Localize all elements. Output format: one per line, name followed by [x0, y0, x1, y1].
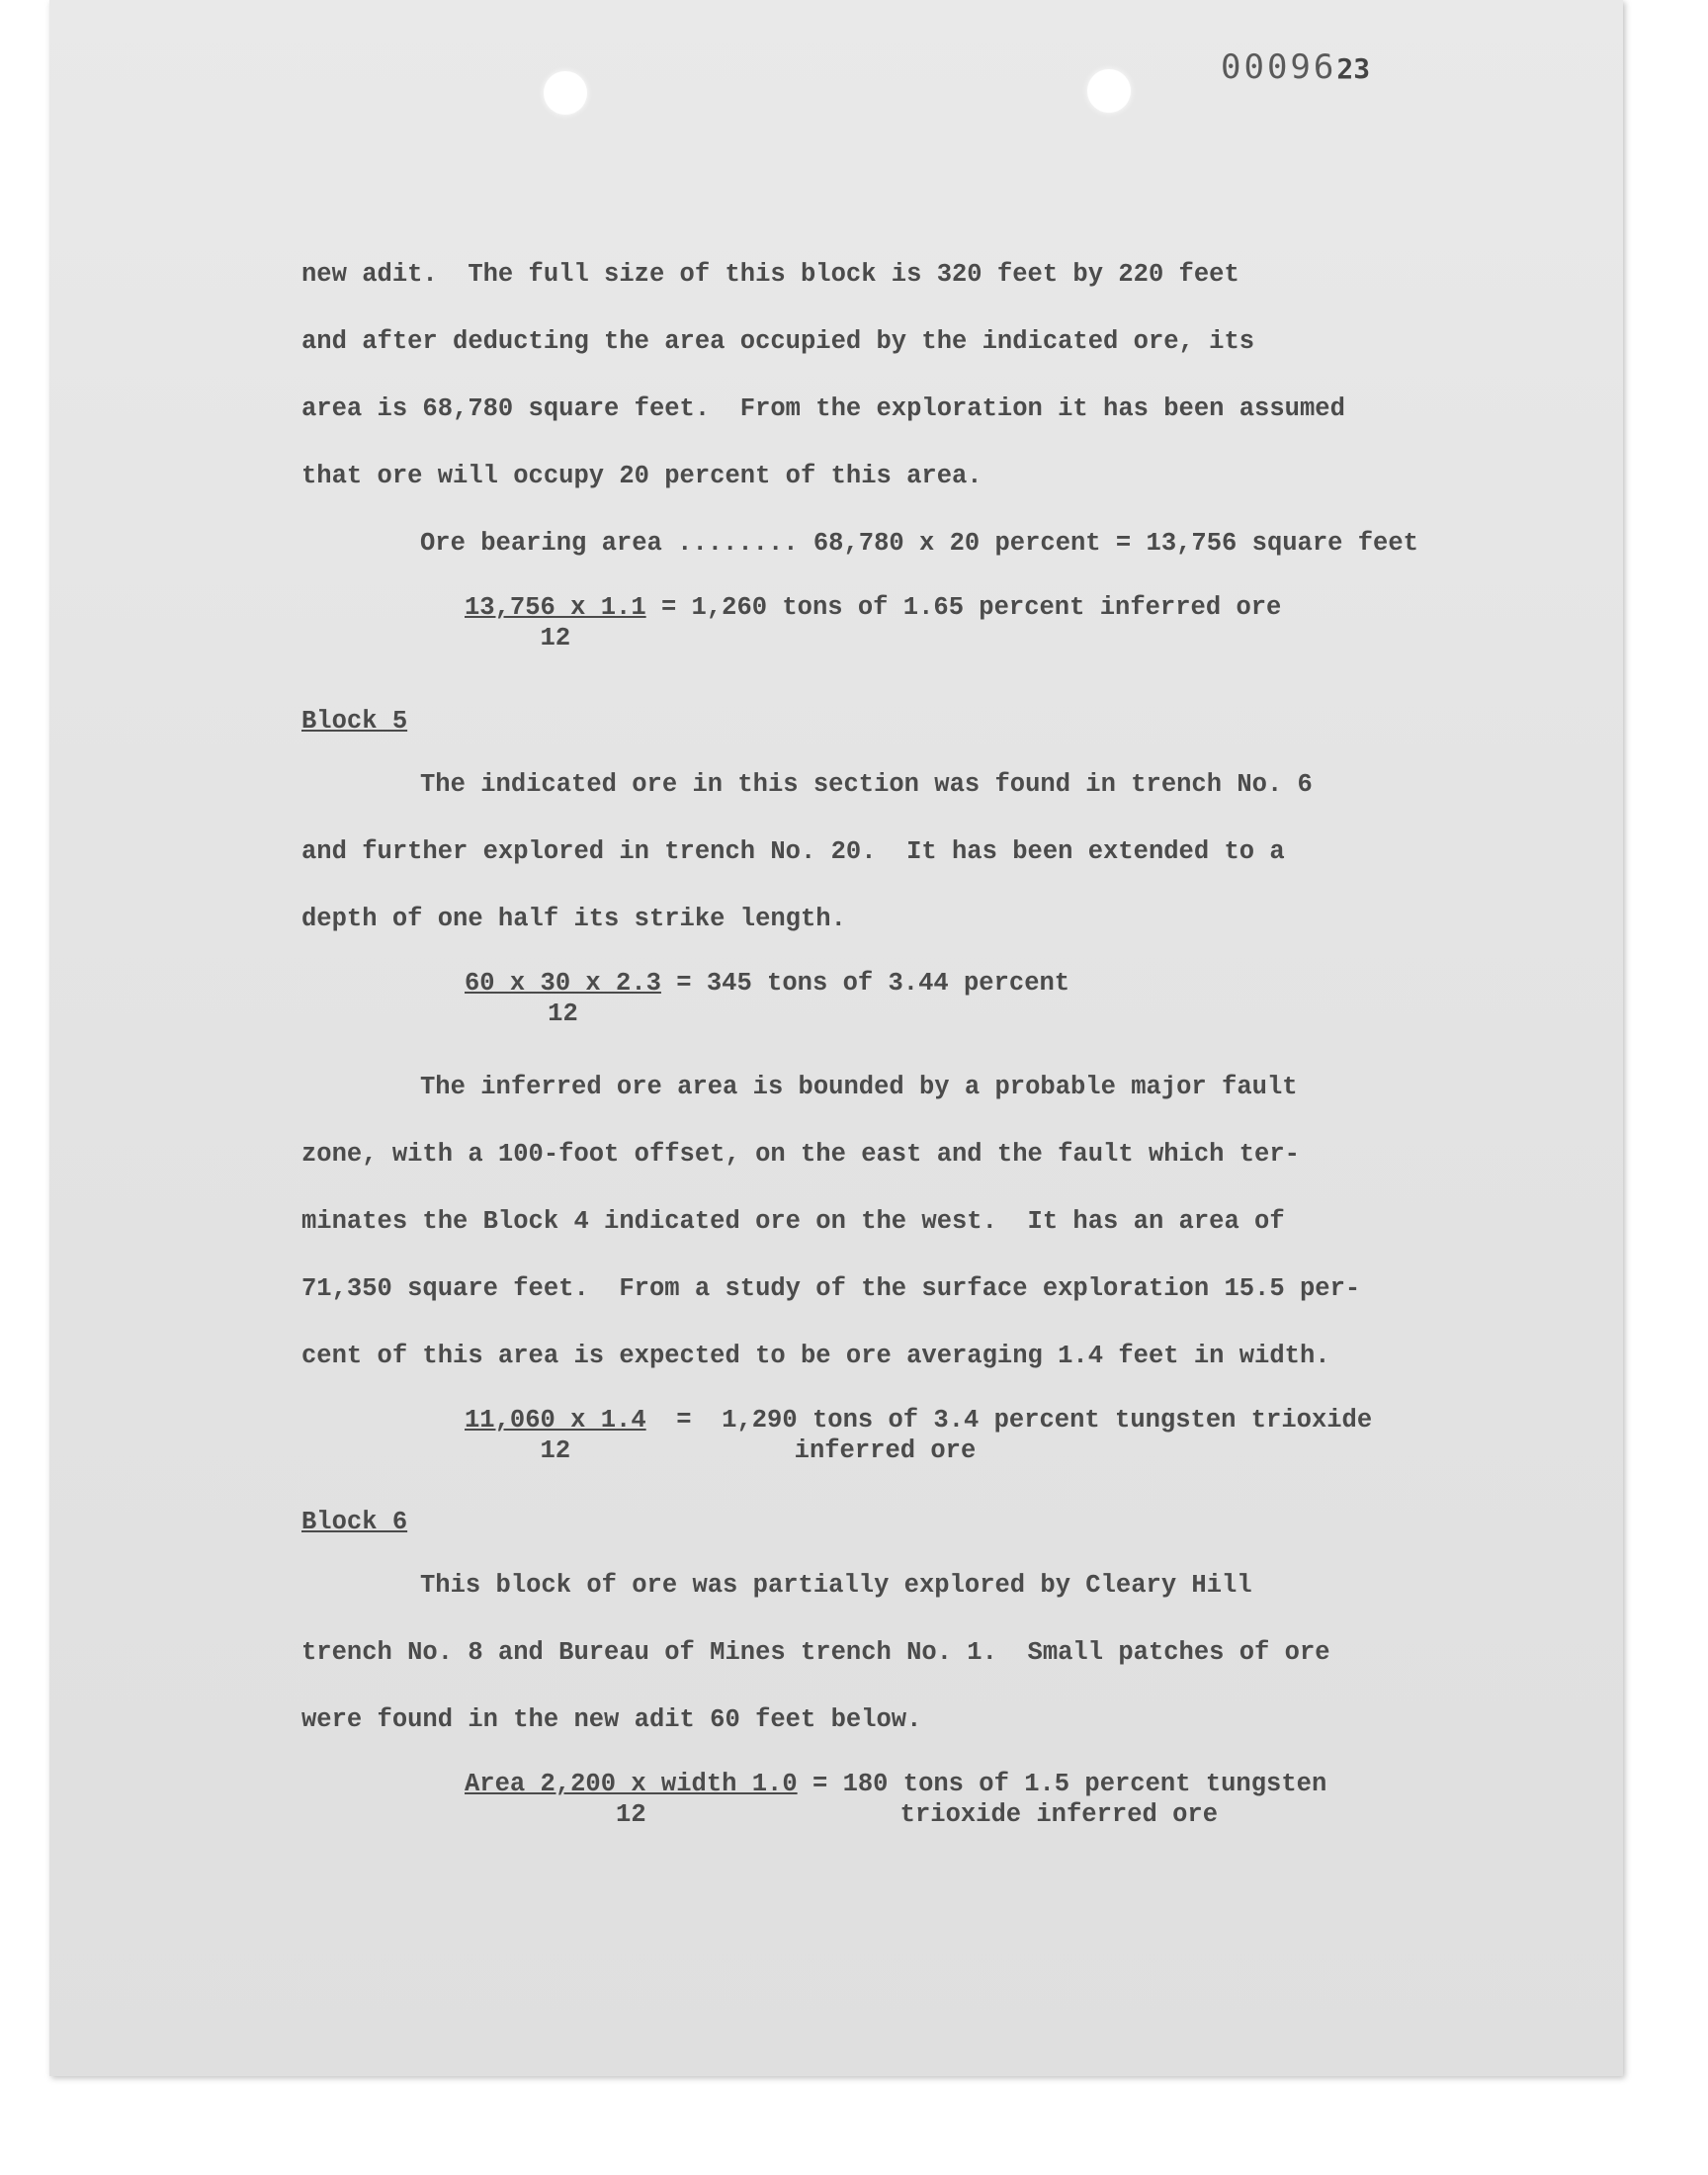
formula-result — [646, 1404, 1373, 1465]
formula-continuation: trioxide inferred ore — [899, 1800, 1219, 1829]
punch-hole — [1087, 69, 1131, 113]
fraction-numerator: 60 x 30 x 2.3 — [465, 969, 661, 998]
paragraph-line: depth of one half its strike length. — [301, 905, 846, 933]
fraction — [465, 1768, 798, 1829]
paragraph-line: 71,350 square feet. From a study of the surface exploration 15.5 per- — [301, 1274, 1361, 1303]
paragraph-line: area is 68,780 square feet. From the exploration it has been assumed — [301, 394, 1345, 423]
section-heading: Block 5 — [301, 707, 408, 736]
paragraph-line: that ore will occupy 20 percent of this area. — [301, 462, 982, 490]
paragraph-line: and after deducting the area occupied by the indicated ore, its — [301, 327, 1255, 356]
formula-result — [798, 1768, 1327, 1829]
formula-continuation: inferred ore — [794, 1436, 977, 1465]
paragraph-line: cent of this area is expected to be ore averaging 1.4 feet in width. — [301, 1342, 1330, 1370]
section-heading: Block 6 — [301, 1508, 408, 1536]
fraction-numerator: 13,756 x 1.1 — [465, 593, 646, 622]
formula-result: = 1,260 tons of 1.65 percent inferred ore — [645, 593, 1282, 622]
formula — [301, 591, 1577, 702]
formula — [301, 967, 1577, 1068]
page-number-suffix: 23 — [1336, 52, 1371, 85]
formula-result: = 345 tons of 3.44 percent — [660, 969, 1070, 998]
punch-hole — [544, 71, 587, 115]
page-number — [1221, 47, 1370, 87]
formula — [301, 1404, 1577, 1503]
paragraph-line: zone, with a 100-foot offset, on the east and the fault which ter- — [301, 1140, 1300, 1169]
fraction — [465, 591, 646, 652]
document-body — [301, 255, 1577, 1867]
paragraph-line: were found in the new adit 60 feet below. — [301, 1705, 922, 1734]
paragraph-line: The indicated ore in this section was found in trench No. 6 — [420, 770, 1313, 799]
fraction-numerator: 11,060 x 1.4 — [465, 1406, 646, 1435]
formula-result-text: = 1,290 tons of 3.4 percent tungsten trioxide — [645, 1406, 1373, 1435]
fraction-denominator: 12 — [616, 1800, 646, 1829]
fraction-denominator: 12 — [540, 624, 571, 652]
paragraph-line: minates the Block 4 indicated ore on the west. It has an area of — [301, 1207, 1285, 1236]
page-number-main: 00096 — [1221, 47, 1337, 87]
formula — [301, 1768, 1577, 1867]
document-page — [49, 0, 1623, 2076]
fraction-numerator: Area 2,200 x width 1.0 — [465, 1770, 798, 1798]
fraction — [465, 1404, 646, 1465]
paragraph-line: This block of ore was partially explored by Cleary Hill — [420, 1571, 1252, 1600]
paragraph-line: trench No. 8 and Bureau of Mines trench No. 1. Small patches of ore — [301, 1638, 1330, 1667]
paragraph-line: The inferred ore area is bounded by a probable major fault — [420, 1073, 1298, 1101]
fraction-denominator: 12 — [540, 1436, 571, 1465]
fraction — [465, 967, 661, 1028]
calculation-line: Ore bearing area ........ 68,780 x 20 percent = 13,756 square feet — [420, 529, 1418, 558]
paragraph-line: new adit. The full size of this block is 320 feet by 220 feet — [301, 260, 1239, 289]
fraction-denominator: 12 — [548, 1000, 578, 1028]
paragraph-line: and further explored in trench No. 20. It has been extended to a — [301, 837, 1285, 866]
formula-result-text: = 180 tons of 1.5 percent tungsten — [797, 1770, 1327, 1798]
